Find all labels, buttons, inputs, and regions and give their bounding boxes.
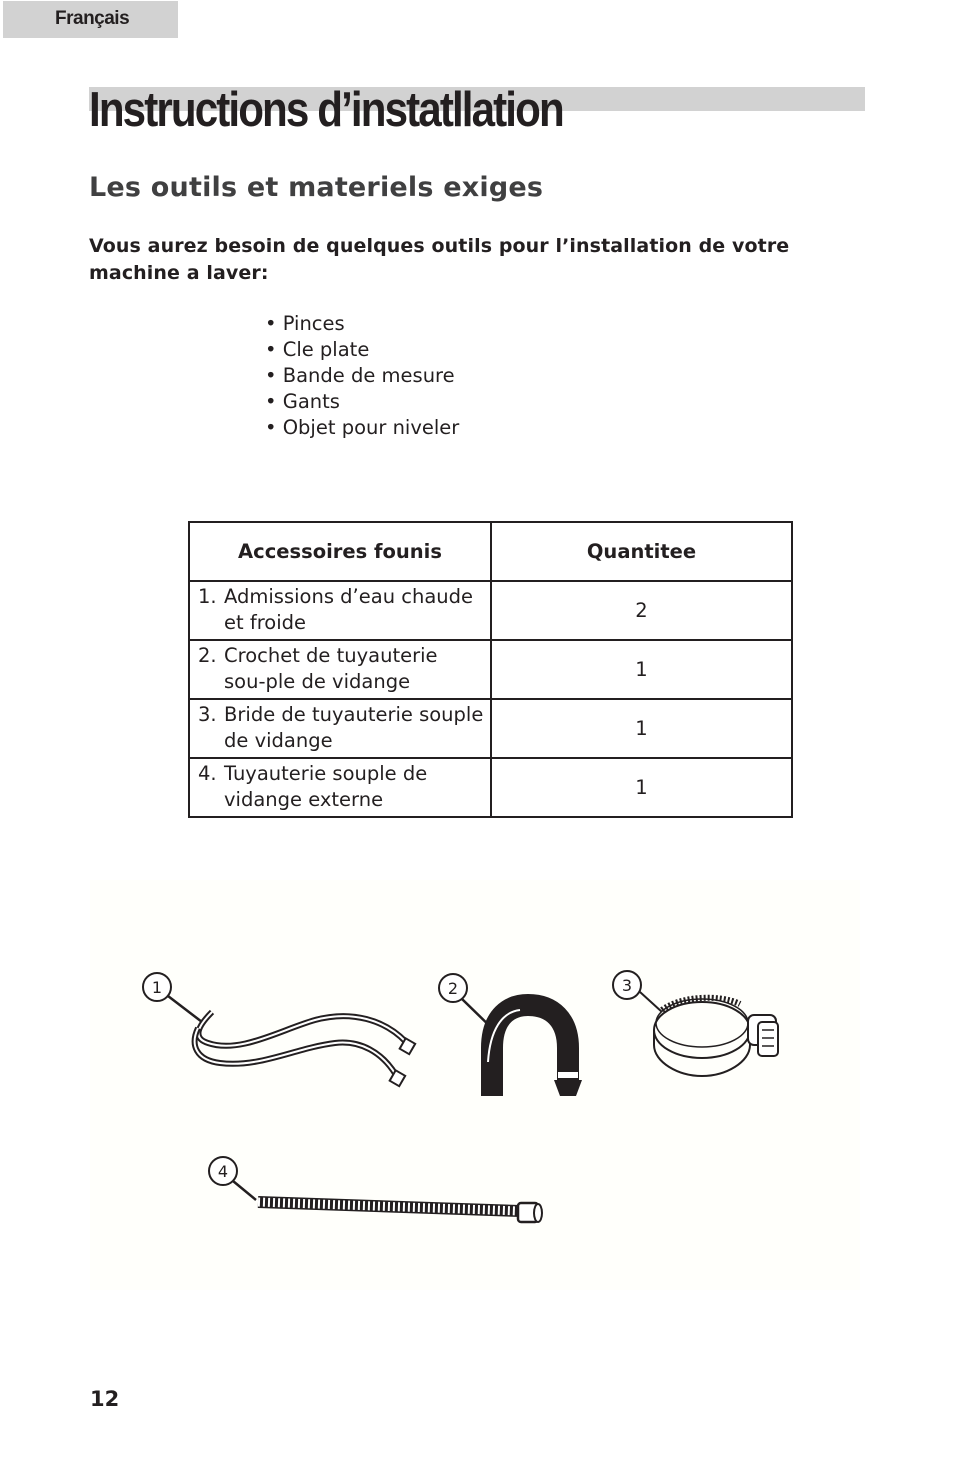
accessories-illustration [90, 880, 860, 1290]
item-name: Crochet de tuyauterie sou-ple de vidange [224, 643, 438, 693]
item-number: 2. [198, 643, 217, 667]
column-header-quantity: Quantitee [491, 522, 792, 581]
quantity-cell: 2 [491, 581, 792, 640]
callout-3: 3 [621, 976, 633, 995]
accessory-cell [189, 758, 491, 817]
section-subtitle: Les outils et materiels exiges [89, 172, 544, 203]
quantity-cell: 1 [491, 640, 792, 699]
item-number: 1. [198, 584, 217, 608]
accessories-table [188, 521, 793, 818]
accessory-cell [189, 699, 491, 758]
page-title: Instructions d’instatllation [89, 83, 563, 137]
intro-paragraph: Vous aurez besoin de quelques outils pour l’installation de votre machine a laver: [89, 235, 790, 284]
table-row [189, 640, 792, 699]
callout-2: 2 [447, 979, 459, 998]
item-number: 3. [198, 702, 217, 726]
item-name: Bride de tuyauterie souple de vidange [224, 702, 484, 752]
language-tab: Français [3, 1, 178, 38]
accessory-cell [189, 640, 491, 699]
page-number: 12 [90, 1387, 120, 1411]
quantity-cell: 1 [491, 699, 792, 758]
callout-1: 1 [151, 978, 163, 997]
tool-list-item: • Cle plate [265, 337, 459, 363]
tool-list [265, 311, 459, 441]
tool-list-item: • Objet pour niveler [265, 415, 459, 441]
table-header-row [189, 522, 792, 581]
item-name: Tuyauterie souple de vidange externe [224, 761, 428, 811]
quantity-cell: 1 [491, 758, 792, 817]
tool-list-item: • Bande de mesure [265, 363, 459, 389]
column-header-accessories: Accessoires founis [189, 522, 491, 581]
item-number: 4. [198, 761, 217, 785]
callout-4: 4 [217, 1162, 229, 1181]
table-row [189, 699, 792, 758]
tool-list-item: • Pinces [265, 311, 459, 337]
item-name: Admissions d’eau chaude et froide [224, 584, 474, 634]
table-row [189, 581, 792, 640]
table-row [189, 758, 792, 817]
accessory-cell [189, 581, 491, 640]
tool-list-item: • Gants [265, 389, 459, 415]
